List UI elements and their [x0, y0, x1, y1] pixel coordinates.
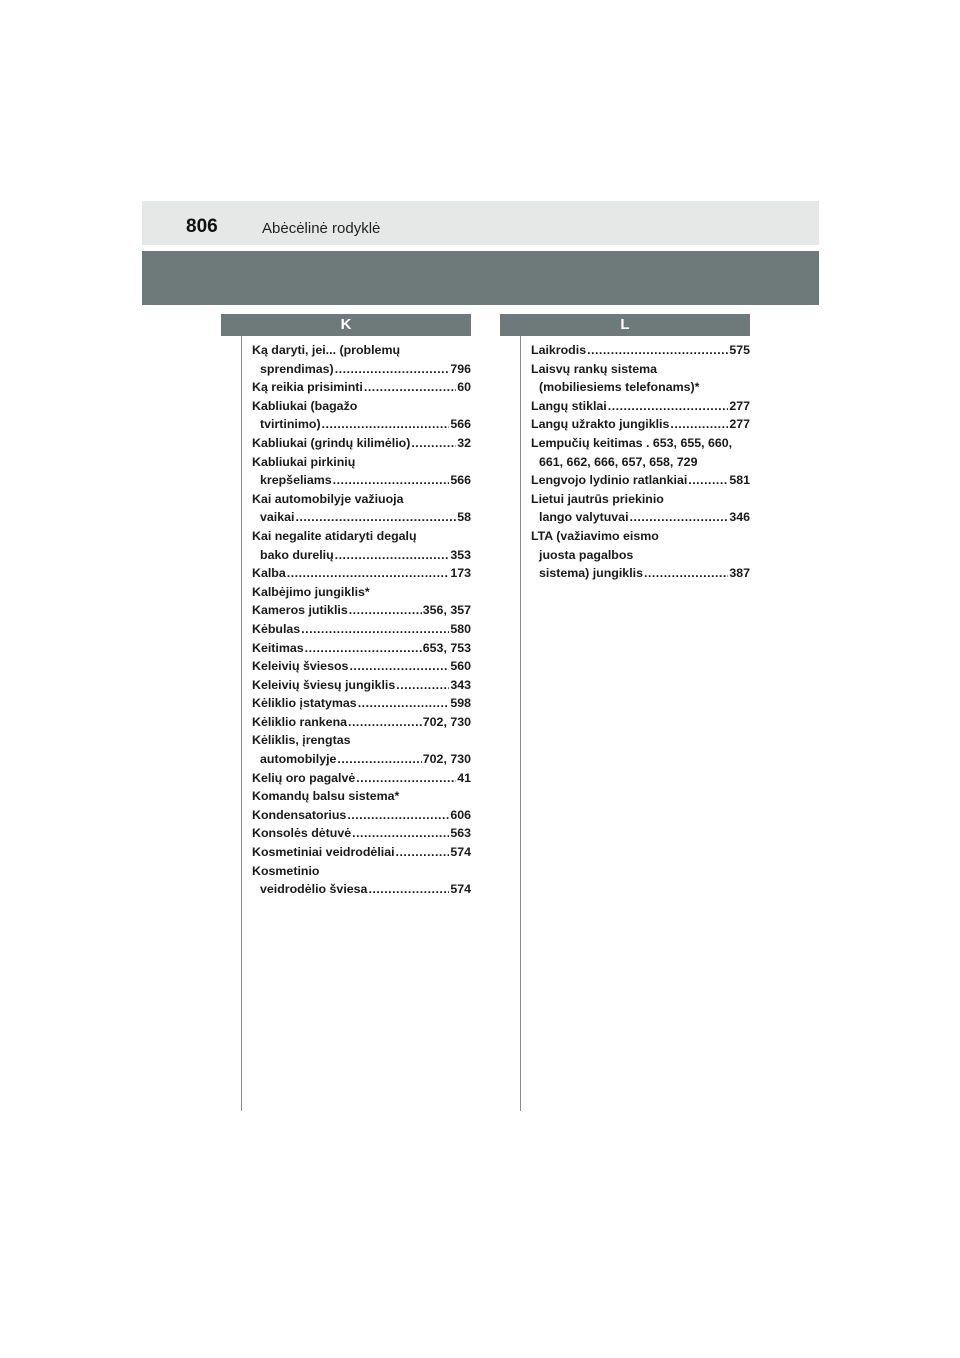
index-entry: [531, 397, 750, 416]
dot-leader: [358, 694, 450, 713]
index-entry-text: juosta pagalbos: [539, 547, 634, 562]
index-entry-text: Kėliklio įstatymas: [252, 696, 357, 711]
page-reference: 387: [729, 566, 750, 581]
index-entry: [252, 843, 471, 862]
index-entry-text: Keleivių šviesų jungiklis: [252, 677, 396, 692]
index-entry-text: Langų stiklai: [531, 398, 607, 413]
index-entry-text: Langų užrakto jungiklis: [531, 417, 670, 432]
index-entry-text: Kondensatorius: [252, 807, 347, 822]
page-reference: 560: [450, 659, 471, 674]
dot-leader: [335, 546, 450, 565]
index-entry: [252, 341, 471, 378]
index-entry-text: Kėbulas: [252, 621, 301, 636]
dot-leader: [608, 397, 729, 416]
index-entry: [531, 527, 750, 583]
index-entry-text: Laisvų rankų sistema: [531, 361, 658, 376]
page-reference: 580: [450, 621, 471, 636]
index-entry-text: Kalba: [252, 566, 286, 581]
letter-heading-k: K: [221, 314, 471, 336]
page-reference: 566: [450, 417, 471, 432]
index-entry: [252, 862, 471, 899]
index-entry: [252, 620, 471, 639]
dot-leader: [349, 657, 449, 676]
index-entry-text: Kelių oro pagalvė: [252, 770, 356, 785]
dot-leader: [301, 620, 449, 639]
page-reference: 343: [450, 677, 471, 692]
index-entry-text: automobilyje: [260, 752, 337, 767]
index-entry-text: krepšeliams: [260, 473, 332, 488]
index-entry: [252, 397, 471, 434]
dot-leader: [411, 434, 456, 453]
dot-leader: [352, 824, 449, 843]
index-entry: [252, 527, 471, 564]
index-entry: [252, 787, 471, 806]
index-entry-text: Kai negalite atidaryti degalų: [252, 528, 417, 543]
index-entry-text: Kėliklis, įrengtas: [252, 733, 351, 748]
index-entry-text: Ką daryti, jei... (problemų: [252, 343, 401, 357]
page-reference: 32: [457, 435, 471, 450]
page-number: 806: [186, 216, 218, 237]
index-entry: [252, 657, 471, 676]
index-entry: [252, 676, 471, 695]
index-entry: [252, 806, 471, 825]
index-entry: [252, 713, 471, 732]
index-entry-text: (mobiliesiems telefonams)*: [539, 380, 700, 395]
index-entry-text: Kabliukai (bagažo: [252, 398, 358, 413]
dot-leader: [287, 564, 450, 583]
header-band: [142, 251, 819, 305]
dot-leader: [305, 639, 422, 658]
index-entry: [531, 434, 750, 471]
index-entry-text: Kalbėjimo jungiklis*: [252, 584, 370, 599]
index-entry: [252, 490, 471, 527]
index-entry-text: Kosmetinio: [252, 863, 320, 878]
index-entry: [252, 694, 471, 713]
page-reference: 574: [450, 882, 471, 897]
dot-leader: [630, 508, 729, 527]
index-entry: [252, 769, 471, 788]
index-entry-text: Kai automobilyje važiuoja: [252, 491, 404, 506]
index-entry: [531, 341, 750, 360]
dot-leader: [348, 713, 422, 732]
page-reference: 575: [729, 343, 750, 357]
index-entry-text: Konsolės dėtuvė: [252, 826, 352, 841]
index-column-k: [252, 341, 471, 899]
index-entry-text: 661, 662, 666, 657, 658, 729: [539, 454, 698, 469]
page-reference: 563: [450, 826, 471, 841]
section-title: Abėcėlinė rodyklė: [262, 220, 381, 237]
page-reference: 277: [729, 398, 750, 413]
dot-leader: [670, 415, 728, 434]
page-reference: 702, 730: [422, 714, 471, 729]
index-entry-text: Laikrodis: [531, 343, 587, 357]
index-entry-text: LTA (važiavimo eismo: [531, 528, 659, 543]
index-entry-text: Kosmetiniai veidrodėliai: [252, 845, 395, 860]
page-reference: 58: [457, 510, 471, 525]
dot-leader: [349, 601, 422, 620]
page-reference: 581: [729, 473, 750, 488]
page-reference: 353: [450, 547, 471, 562]
column-rule-right: [520, 336, 521, 1111]
page-reference: 574: [450, 845, 471, 860]
index-entry-text: Ką reikia prisiminti: [252, 380, 363, 395]
index-entry-text: Komandų balsu sistema*: [252, 789, 400, 804]
index-entry-text: Keleivių šviesos: [252, 659, 349, 674]
page-reference: 566: [450, 473, 471, 488]
index-entry: [252, 601, 471, 620]
page-reference: 606: [450, 807, 471, 822]
index-entry-text: vaikai: [260, 510, 295, 525]
index-entry: [252, 824, 471, 843]
dot-leader: [337, 750, 421, 769]
dot-leader: [335, 360, 450, 379]
page-reference: 796: [450, 361, 471, 376]
index-entry-text: bako durelių: [260, 547, 334, 562]
column-rule-left: [241, 336, 242, 1111]
dot-leader: [396, 676, 449, 695]
dot-leader: [322, 415, 450, 434]
index-entry-text: sprendimas): [260, 361, 334, 376]
page-reference: 598: [450, 696, 471, 711]
index-entry: [252, 434, 471, 453]
page-reference: 346: [729, 510, 750, 525]
dot-leader: [587, 341, 728, 360]
dot-leader: [368, 880, 449, 899]
index-entry-text: Lengvojo lydinio ratlankiai: [531, 473, 688, 488]
index-entry: [531, 490, 750, 527]
index-entry: [252, 731, 471, 768]
index-entry-text: Keitimas: [252, 640, 304, 655]
page-reference: 356, 357: [422, 603, 471, 618]
page-reference: 60: [457, 380, 471, 395]
index-entry-text: Kabliukai pirkinių: [252, 454, 356, 469]
dot-leader: [364, 378, 456, 397]
index-entry-text: Kabliukai (grindų kilimėlio): [252, 435, 411, 450]
page-reference: 653, 753: [422, 640, 471, 655]
index-entry: [531, 415, 750, 434]
page-reference: 173: [450, 566, 471, 581]
page-reference: 277: [729, 417, 750, 432]
dot-leader: [333, 471, 450, 490]
dot-leader: [644, 564, 728, 583]
index-entry: [531, 360, 750, 397]
index-entry: [252, 564, 471, 583]
index-entry: [252, 378, 471, 397]
index-entry-text: Kameros jutiklis: [252, 603, 348, 618]
index-entry: [252, 453, 471, 490]
dot-leader: [347, 806, 449, 825]
page-reference: 41: [457, 770, 471, 785]
index-entry-text: Lempučių keitimas . 653, 655, 660,: [531, 435, 733, 450]
index-entry: [531, 471, 750, 490]
index-entry-text: Lietui jautrūs priekinio: [531, 491, 664, 506]
index-entry: [252, 639, 471, 658]
index-entry-text: veidrodėlio šviesa: [260, 882, 368, 897]
index-entry-text: Kėliklio rankena: [252, 714, 348, 729]
index-entry-text: tvirtinimo): [260, 417, 321, 432]
index-entry-text: sistema) jungiklis: [539, 566, 643, 581]
letter-heading-l: L: [500, 314, 750, 336]
index-entry: [252, 583, 471, 602]
dot-leader: [396, 843, 450, 862]
page-reference: 702, 730: [422, 752, 471, 767]
header-bar: [142, 201, 819, 245]
dot-leader: [688, 471, 728, 490]
index-column-l: [531, 341, 750, 583]
dot-leader: [295, 508, 456, 527]
index-entry-text: lango valytuvai: [539, 510, 629, 525]
dot-leader: [356, 769, 456, 788]
